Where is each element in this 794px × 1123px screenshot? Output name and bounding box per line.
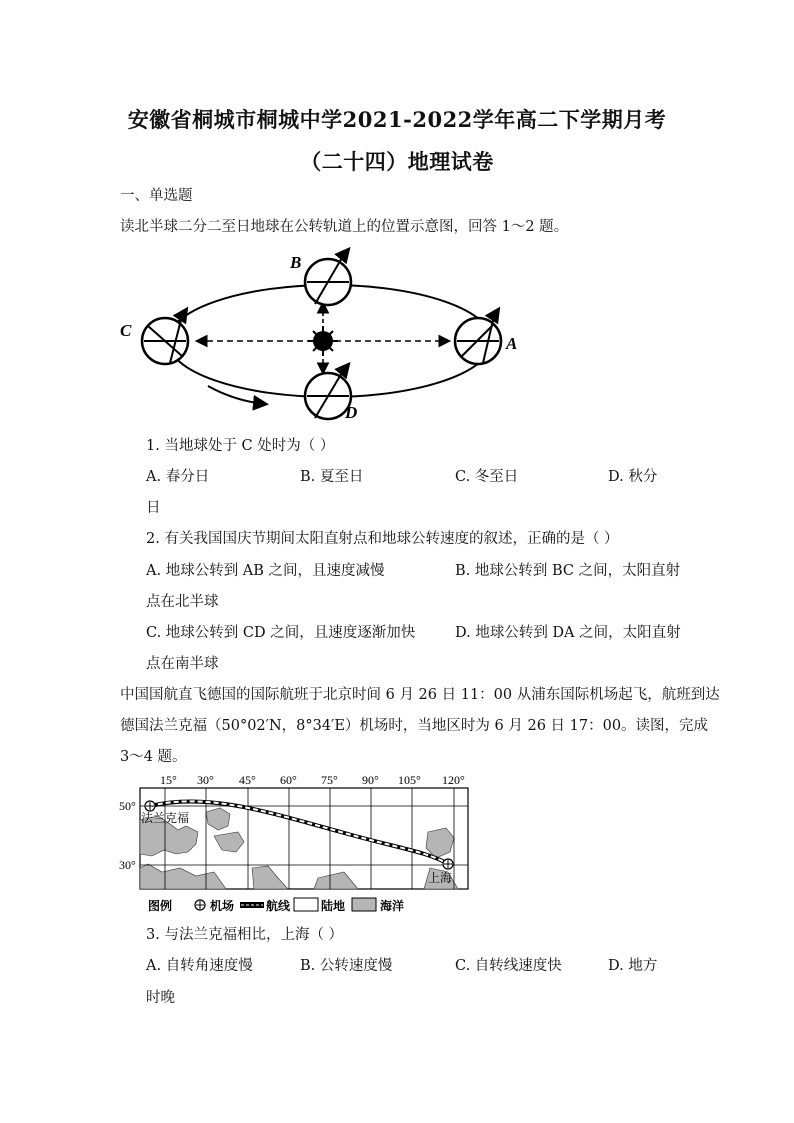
q1-option-d[interactable]: D. 秋分 <box>608 469 658 485</box>
question-3-stem: 3. 与法兰克福相比，上海（ ） <box>146 927 344 943</box>
title-line-1: 安徽省桐城市桐城中学2021-2022学年高二下学期月考 <box>127 107 667 132</box>
lon-label-90: 90° <box>362 773 379 787</box>
question-1-stem: 1. 当地球处于 C 处时为（ ） <box>146 438 335 454</box>
lon-label-120: 120° <box>442 773 465 787</box>
q2-option-a[interactable]: A. 地球公转到 AB 之间，且速度减慢 <box>146 563 385 579</box>
q2-option-d[interactable]: D. 地球公转到 DA 之间，太阳直射 <box>455 625 681 641</box>
lon-label-75: 75° <box>321 773 338 787</box>
label-c: C <box>120 321 132 340</box>
lon-label-15: 15° <box>160 773 177 787</box>
label-a: A <box>506 334 518 353</box>
city-shanghai: 上海 <box>428 871 453 885</box>
intro-text-2-line-1: 中国国航直飞德国的国际航班于北京时间 6 月 26 日 11：00 从浦东国际机场起飞，航班到达 <box>120 687 720 703</box>
q2-option-b[interactable]: B. 地球公转到 BC 之间，太阳直射 <box>455 563 681 579</box>
q1-option-d-wrap: 日 <box>146 500 161 516</box>
intro-text-1: 读北半球二分二至日地球在公转轨道上的位置示意图，回答 1～2 题。 <box>120 219 569 235</box>
intro-text-2-line-3: 3～4 题。 <box>120 749 187 765</box>
q2-option-c[interactable]: C. 地球公转到 CD 之间，且速度逐渐加快 <box>146 625 416 641</box>
earth-position-c <box>142 310 188 364</box>
lat-label-50: 50° <box>119 799 136 813</box>
q2-option-b-wrap: 点在北半球 <box>146 594 219 610</box>
title-line-2: （二十四）地理试卷 <box>300 149 494 174</box>
shanghai-airport-icon <box>443 859 453 869</box>
q3-option-b[interactable]: B. 公转速度慢 <box>300 958 393 974</box>
city-frankfurt: 法兰克福 <box>141 811 190 825</box>
orbit-direction-arrow <box>208 386 265 404</box>
frankfurt-airport-icon <box>145 801 155 811</box>
lat-label-30: 30° <box>119 858 136 872</box>
legend-airport-label: 机场 <box>210 899 235 913</box>
flight-route-map <box>118 772 478 917</box>
question-2-stem: 2. 有关我国国庆节期间太阳直射点和地球公转速度的叙述，正确的是（ ） <box>146 531 619 547</box>
q3-option-d-wrap: 时晚 <box>146 990 175 1006</box>
section-heading: 一、单选题 <box>120 188 193 204</box>
lon-label-105: 105° <box>398 773 421 787</box>
label-b: B <box>290 253 302 272</box>
q1-option-c[interactable]: C. 冬至日 <box>455 469 519 485</box>
q2-option-d-wrap: 点在南半球 <box>146 656 219 672</box>
sun-icon <box>308 326 338 356</box>
lon-label-60: 60° <box>280 773 297 787</box>
q1-option-a[interactable]: A. 春分日 <box>146 469 210 485</box>
q3-option-c[interactable]: C. 自转线速度快 <box>455 958 562 974</box>
lon-label-30: 30° <box>197 773 214 787</box>
lon-label-45: 45° <box>239 773 256 787</box>
legend-ocean-label: 海洋 <box>380 899 405 913</box>
q3-option-d[interactable]: D. 地方 <box>608 958 658 974</box>
legend-title: 图例 <box>148 899 173 913</box>
legend-land-label: 陆地 <box>321 899 346 913</box>
legend-airport-icon <box>195 900 205 910</box>
intro-text-2-line-2: 德国法兰克福（50°02′N，8°34′E）机场时，当地区时为 6 月 26 日 17：00。读图，完成 <box>120 718 709 734</box>
legend-ocean-swatch <box>352 898 376 911</box>
earth-position-a <box>455 310 501 364</box>
legend-route-icon <box>240 902 264 908</box>
legend-route-label: 航线 <box>266 899 291 913</box>
orbit-diagram <box>110 246 530 426</box>
label-d: D <box>345 403 358 422</box>
earth-position-b <box>305 250 351 305</box>
legend-land-swatch <box>294 898 318 911</box>
q1-option-b[interactable]: B. 夏至日 <box>300 469 364 485</box>
q3-option-a[interactable]: A. 自转角速度慢 <box>146 958 253 974</box>
